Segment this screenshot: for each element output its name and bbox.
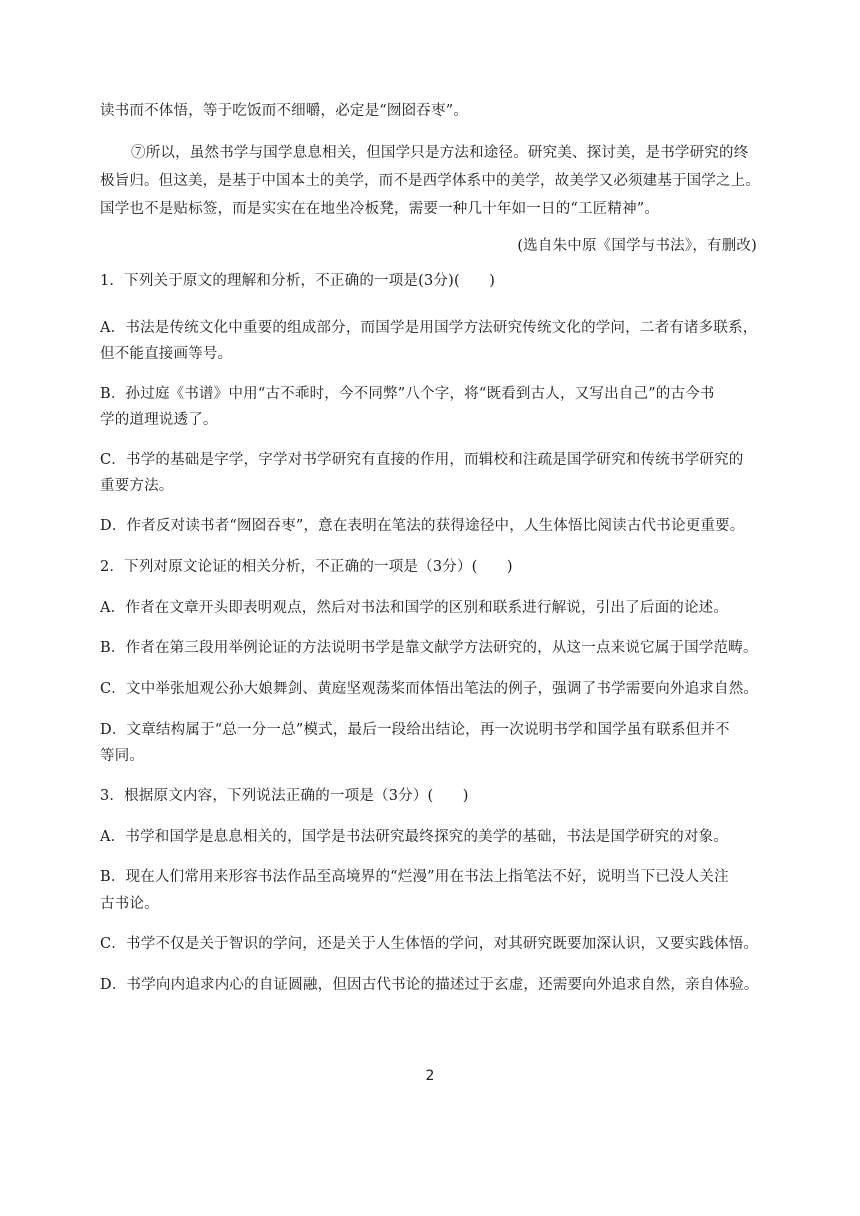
- question-2-option-c: C．文中举张旭观公孙大娘舞剑、黄庭坚观荡桨而体悟出笔法的例子，强调了书学需要向外追求自然。: [100, 681, 759, 697]
- passage-line: 读书而不体悟，等于吃饭而不细嚼，必定是“囫囵吞枣”。: [100, 103, 469, 119]
- paragraph-7-line: 国学也不是贴标签，而是实实在在地坐冷板凳，需要一种几十年如一日的“工匠精神”。: [100, 201, 660, 217]
- question-1-option-b: B．孙过庭《书谱》中用“古不乖时，今不同弊”八个字，将“既看到古人，又写出自己”的古今书: [100, 386, 715, 402]
- question-1-option-a-cont: 但不能直接画等号。: [100, 346, 233, 362]
- question-2-option-a: A．作者在文章开头即表明观点，然后对书法和国学的区别和联系进行解说，引出了后面的论述。: [100, 600, 729, 616]
- source-citation: (选自朱中原《国学与书法》，有删改): [517, 238, 757, 254]
- paragraph-7-line: 极旨归。但这美，是基于中国本土的美学，而不是西学体系中的美学，故美学又必须建基于国学之上。: [100, 173, 760, 189]
- page-number: 2: [425, 1068, 435, 1084]
- question-1-option-a: A．书法是传统文化中重要的组成部分，而国学是用国学方法研究传统文化的学问，二者有诸多联系，: [100, 320, 758, 336]
- question-2-option-d-cont: 等同。: [100, 748, 145, 764]
- question-3-option-d: D．书学向内追求内心的自证圆融，但因古代书论的描述过于玄虚，还需要向外追求自然，亲自体验。: [100, 977, 759, 993]
- question-3-option-c: C．书学不仅是关于智识的学问，还是关于人生体悟的学问，对其研究既要加深认识，又要实践体悟。: [100, 936, 759, 952]
- question-2-stem: 2．下列对原文论证的相关分析，不正确的一项是（3分）( ): [100, 559, 513, 575]
- paragraph-7-line: ⑦所以，虽然书学与国学息息相关，但国学只是方法和途径。研究美、探讨美，是书学研究的终: [131, 145, 749, 161]
- question-3-option-b-cont: 古书论。: [100, 896, 159, 912]
- question-3-stem: 3．根据原文内容，下列说法正确的一项是（3分）( ): [100, 788, 469, 804]
- question-3-option-a: A．书学和国学是息息相关的，国学是书法研究最终探究的美学的基础，书法是国学研究的对象。: [100, 829, 729, 845]
- question-1-option-b-cont: 学的道理说透了。: [100, 412, 218, 428]
- question-1-stem: 1．下列关于原文的理解和分析，不正确的一项是(3分)( ): [100, 273, 496, 289]
- question-1-option-c: C．书学的基础是字学，字学对书学研究有直接的作用，而辑校和注疏是国学研究和传统书学研究的: [100, 452, 744, 468]
- question-2-option-d: D．文章结构属于“总一分一总”模式，最后一段给出结论，再一次说明书学和国学虽有联系但并不: [100, 722, 730, 738]
- question-1-option-d: D．作者反对读书者“囫囵吞枣”，意在表明在笔法的获得途径中，人生体悟比阅读古代书论更重要。: [100, 518, 745, 534]
- question-2-option-b: B．作者在第三段用举例论证的方法说明书学是靠文献学方法研究的，从这一点来说它属于国学范畴。: [100, 640, 758, 656]
- question-3-option-b: B．现在人们常用来形容书法作品至高境界的“烂漫”用在书法上指笔法不好，说明当下已没人关注: [100, 869, 729, 885]
- question-1-option-c-cont: 重要方法。: [100, 478, 174, 494]
